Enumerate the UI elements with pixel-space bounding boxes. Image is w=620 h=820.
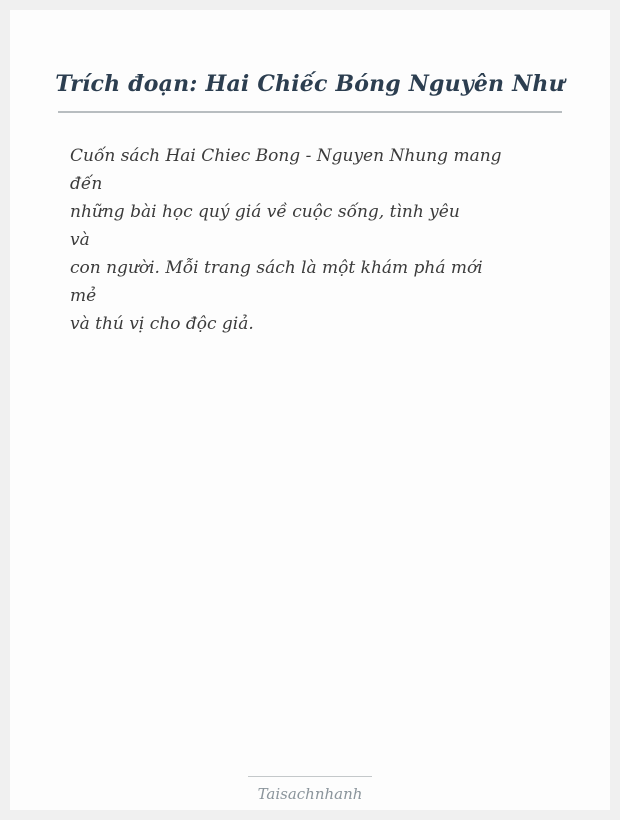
excerpt-paragraph	[70, 142, 560, 338]
excerpt-line: đến	[70, 174, 103, 194]
excerpt-line: mẻ	[70, 286, 97, 306]
excerpt-line: Cuốn sách Hai Chiec Bong - Nguyen Nhung mang	[70, 146, 502, 166]
excerpt-line: con người. Mỗi trang sách là một khám phá mới	[70, 258, 483, 278]
excerpt-line: và	[70, 230, 90, 250]
document-page	[10, 10, 610, 810]
page-footer	[10, 776, 610, 804]
excerpt-line: những bài học quý giá về cuộc sống, tình yêu	[70, 202, 460, 222]
page-title: Trích đoạn: Hai Chiếc Bóng Nguyên Như	[55, 71, 565, 97]
footer-brand: Taisachnhanh	[257, 785, 363, 803]
excerpt-line: và thú vị cho độc giả.	[70, 314, 254, 334]
footer-divider	[248, 776, 372, 777]
title-divider	[58, 111, 562, 113]
